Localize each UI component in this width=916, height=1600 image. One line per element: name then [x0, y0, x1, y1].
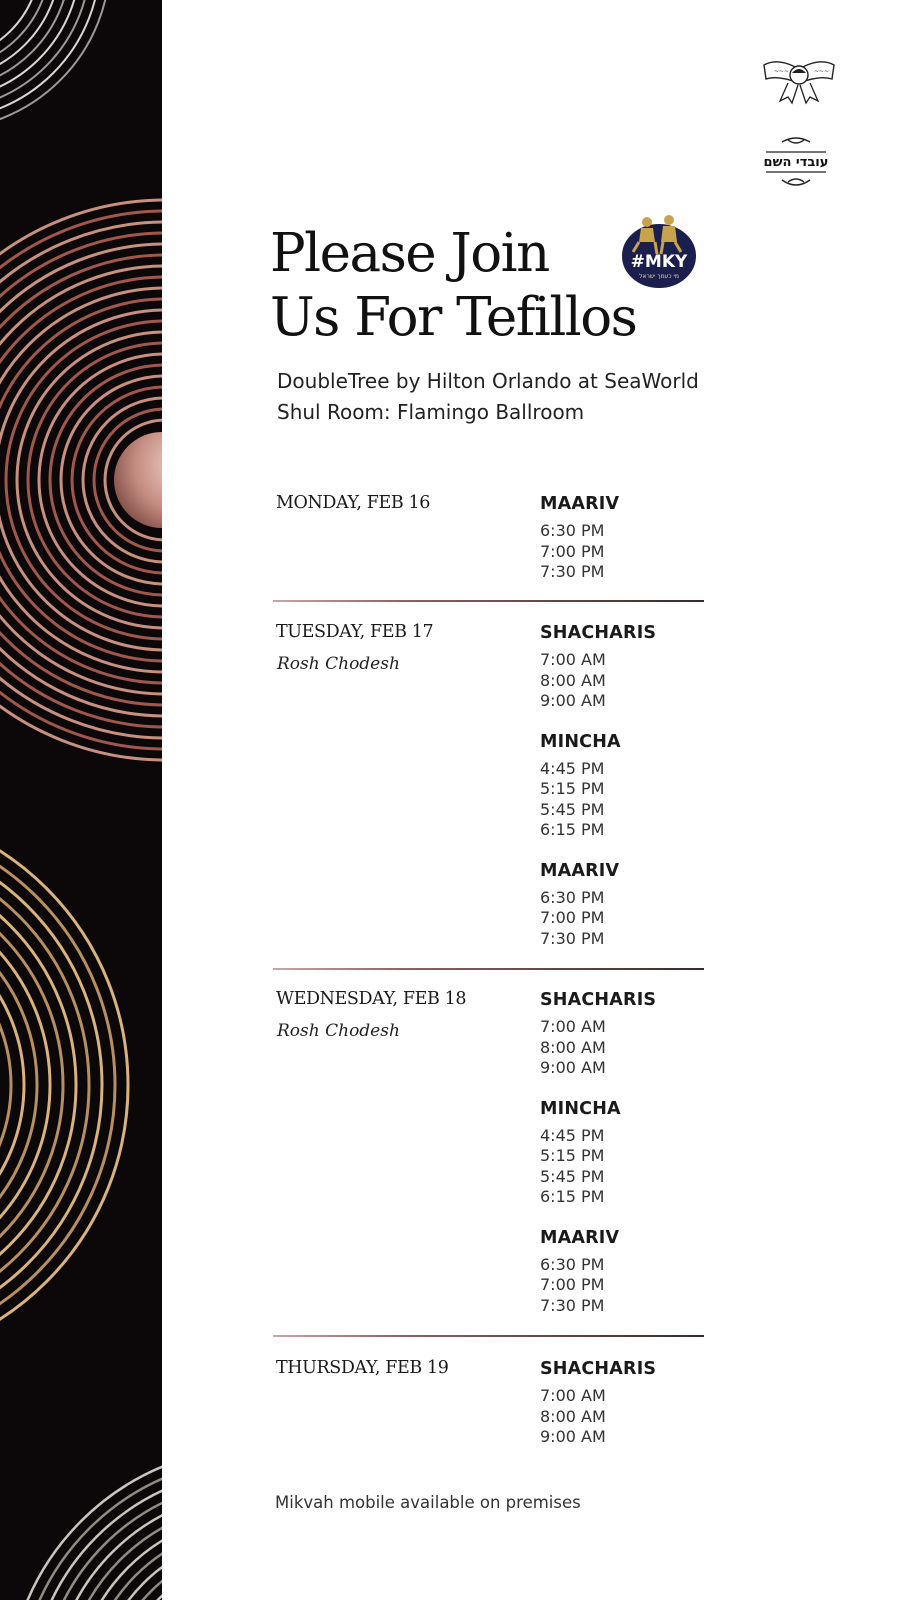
service-time: 7:00 AM [540, 1386, 606, 1405]
decorative-arc [139, 1579, 162, 1600]
service-name: MAARIV [540, 1227, 620, 1248]
service-group [540, 1227, 619, 1317]
service-name: SHACHARIS [540, 1359, 657, 1379]
service-time: 6:30 PM [540, 887, 605, 907]
service-time: 7:30 PM [540, 1295, 605, 1315]
footer-note: Mikvah mobile available on premises [275, 1493, 581, 1512]
service-time: 8:00 AM [540, 1037, 606, 1057]
venue-hotel: DoubleTree by Hilton Orlando at SeaWorld [277, 369, 699, 393]
day-note: Rosh Chodesh [277, 654, 400, 674]
service-name: SHACHARIS [540, 623, 657, 643]
svg-text:~~~: ~~~ [814, 68, 830, 75]
service-time: 7:00 PM [540, 908, 605, 927]
service-time: 9:00 AM [540, 1427, 606, 1446]
service-name: MAARIV [540, 494, 620, 514]
title-line-2: Us For Tefillos [270, 287, 637, 348]
service-time: 6:15 PM [540, 820, 605, 839]
service-time: 4:45 PM [540, 758, 605, 778]
service-group [540, 1098, 621, 1208]
decorative-arc [7, 1447, 162, 1600]
decorative-side-strip [0, 0, 162, 1600]
day-heading: TUESDAY, FEB 17 [276, 622, 434, 642]
service-name: MINCHA [540, 1098, 621, 1119]
service-time: 7:00 PM [540, 1275, 605, 1294]
service-group [540, 493, 619, 583]
service-time: 5:45 PM [540, 1166, 605, 1186]
service-group [540, 1358, 656, 1448]
service-group [540, 622, 656, 712]
day-heading: WEDNESDAY, FEB 18 [276, 989, 467, 1009]
service-group [540, 860, 619, 950]
day-heading: THURSDAY, FEB 19 [276, 1358, 449, 1378]
service-time: 9:00 AM [540, 691, 606, 710]
title-line-1: Please Join [270, 223, 549, 284]
decorative-arc [117, 1557, 162, 1600]
service-time: 7:00 PM [540, 541, 605, 561]
svg-text:#MKY: #MKY [630, 252, 688, 272]
service-name: SHACHARIS [540, 990, 657, 1010]
svg-text:~~~: ~~~ [774, 68, 790, 75]
service-time: 5:15 PM [540, 779, 605, 798]
day-section [276, 622, 704, 970]
day-section [276, 989, 704, 1337]
service-time: 4:45 PM [540, 1125, 605, 1145]
service-time: 8:00 AM [540, 1406, 606, 1426]
service-name: MINCHA [540, 731, 621, 752]
service-time: 7:30 PM [540, 562, 605, 581]
day-section [276, 493, 704, 602]
venue-room: Shul Room: Flamingo Ballroom [277, 400, 585, 424]
decorative-arc [0, 924, 11, 1246]
day-heading: MONDAY, FEB 16 [276, 493, 430, 513]
day-note: Rosh Chodesh [277, 1021, 400, 1041]
service-time: 7:00 AM [540, 1017, 606, 1036]
service-time: 7:30 PM [540, 928, 605, 948]
service-time: 9:00 AM [540, 1058, 606, 1077]
service-time: 6:15 PM [540, 1187, 605, 1206]
rose-gold-sphere [114, 432, 162, 528]
svg-text:עובדי השם: עובדי השם [763, 155, 829, 170]
service-group [540, 989, 656, 1079]
svg-text:מי כעמך ישראל: מי כעמך ישראל [639, 273, 679, 280]
service-time: 6:30 PM [540, 1254, 605, 1274]
service-time: 7:00 AM [540, 650, 606, 669]
service-time: 8:00 AM [540, 670, 606, 690]
day-section [276, 1358, 704, 1458]
concentric-arcs-graphic [0, 0, 162, 1600]
service-group [540, 731, 621, 841]
ribbon-seal-icon [758, 55, 840, 107]
decorative-arc [0, 0, 100, 120]
decorative-arc [73, 1513, 162, 1600]
service-time: 6:30 PM [540, 521, 605, 540]
venue-info [277, 366, 699, 428]
ornamental-seal-icon [762, 134, 830, 190]
service-time: 5:45 PM [540, 799, 605, 819]
decorative-arc [51, 1491, 162, 1600]
service-name: MAARIV [540, 860, 620, 881]
service-time: 5:15 PM [540, 1146, 605, 1165]
page-title [270, 222, 636, 350]
